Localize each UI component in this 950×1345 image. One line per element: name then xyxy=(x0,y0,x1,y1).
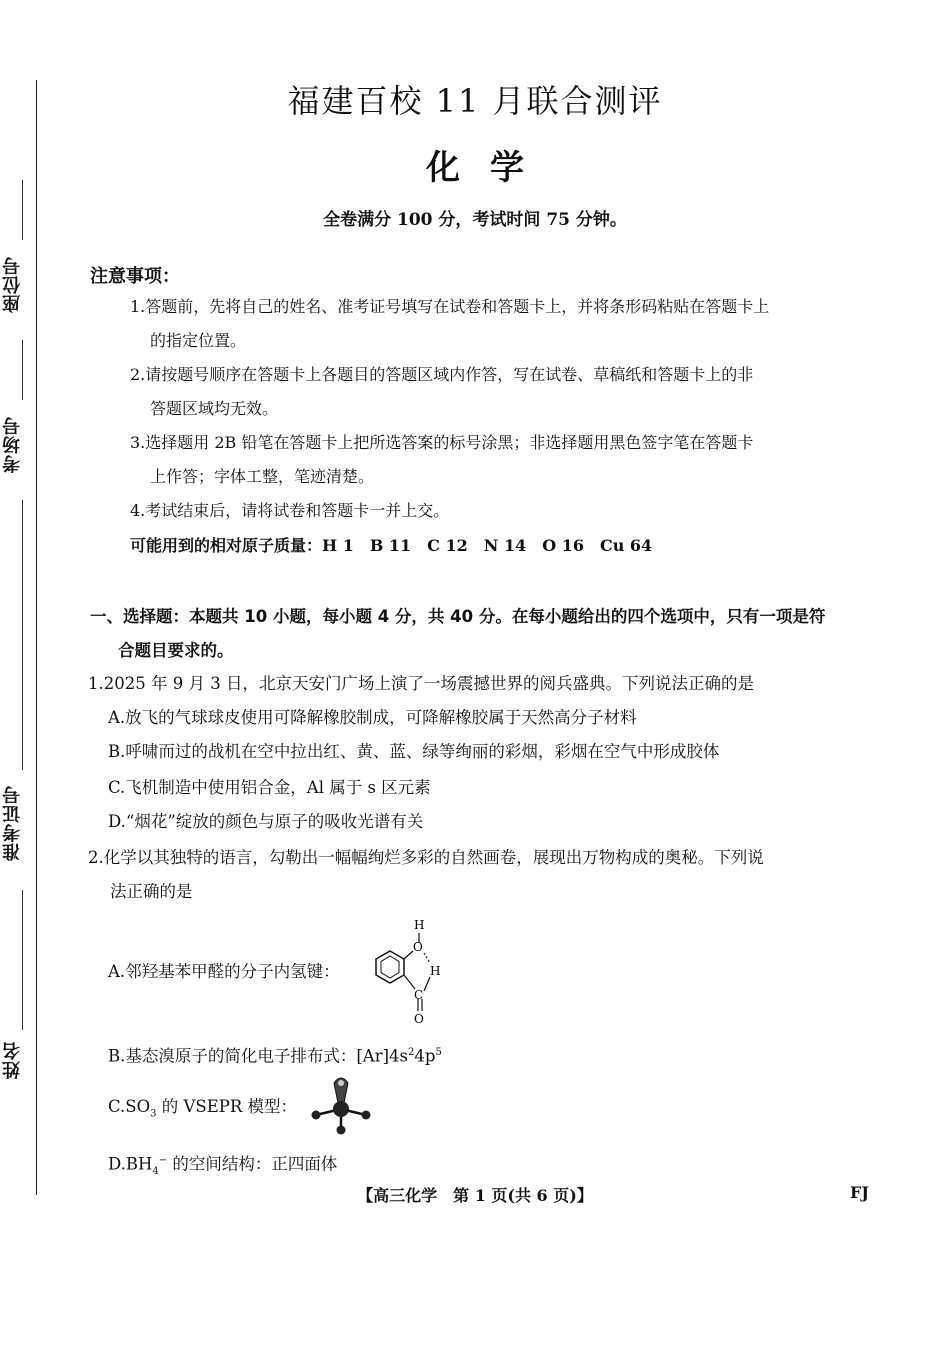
note-line-cont: 上作答；字体工整，笔迹清楚。 xyxy=(150,467,375,486)
model-atom-left xyxy=(312,1111,321,1120)
section-line: 一、选择题：本题共 10 小题，每小题 4 分，共 40 分。在每小题给出的四个选项中，只有一项是符 xyxy=(90,607,826,626)
q1-stem: 1.2025 年 9 月 3 日，北京天安门广场上演了一场震撼世界的阅兵盛典。下列说法正确的是 xyxy=(88,674,754,693)
q2-c-prefix: C.SO xyxy=(108,1097,151,1116)
exam-title: 福建百校 11 月联合测评 xyxy=(287,82,663,120)
note-line-cont: 的指定位置。 xyxy=(150,331,247,350)
note-item xyxy=(130,494,860,528)
model-central-atom xyxy=(333,1101,349,1117)
bond-c-c xyxy=(404,975,415,989)
note-item xyxy=(130,426,860,494)
q2-option-a: A.邻羟基苯甲醛的分子内氢键： xyxy=(108,962,340,981)
q2-d-prefix: D.BH xyxy=(108,1154,153,1174)
q1-option-a: A.放飞的气球球皮使用可降解橡胶制成，可降解橡胶属于天然高分子材料 xyxy=(108,708,637,727)
ticket-label: 准考证号 xyxy=(2,785,23,861)
q2-b-sup2: 5 xyxy=(435,1047,442,1058)
note-line: 1.答题前，先将自己的姓名、准考证号填写在试卷和答题卡上，并将条形码粘贴在答题卡上 xyxy=(130,297,770,316)
room-blank-line xyxy=(22,340,23,400)
bond-c-o xyxy=(404,951,413,959)
bond-c-h xyxy=(424,977,430,991)
hydrogen-bond xyxy=(424,953,430,963)
q1-option-c: C.飞机制造中使用铝合金，Al 属于 s 区元素 xyxy=(108,778,431,797)
note-line: 3.选择题用 2B 铅笔在答题卡上把所选答案的标号涂黑；非选择题用黑色签字笔在答题卡 xyxy=(130,433,754,452)
q2-b-prefix: B.基态溴原子的简化电子排布式：[Ar]4s xyxy=(108,1046,409,1066)
q2-d-suffix: 的空间结构：正四面体 xyxy=(167,1154,338,1174)
room-label: 考场号 xyxy=(2,416,23,474)
benzene-inner-ring xyxy=(381,956,399,978)
q2-option-c xyxy=(108,1090,297,1131)
note-item xyxy=(130,290,860,358)
mol-o-bottom: O xyxy=(414,1012,424,1025)
region-code: FJ xyxy=(850,1183,869,1202)
atomic-masses: 可能用到的相对原子质量：H 1 B 11 C 12 N 14 O 16 Cu 64 xyxy=(130,536,653,555)
q2-stem-cont: 法正确的是 xyxy=(110,882,193,901)
seat-label: 座位号 xyxy=(2,256,23,314)
mol-o-top: O xyxy=(413,940,423,954)
model-lone-pair-highlight xyxy=(338,1080,344,1086)
exam-info: 全卷满分 100 分，考试时间 75 分钟。 xyxy=(323,210,627,230)
notes-heading: 注意事项： xyxy=(90,266,180,287)
mol-h-right: H xyxy=(430,964,441,978)
mol-h-top: H xyxy=(414,918,425,932)
page-footer: 【高三化学 第 1 页(共 6 页)】 xyxy=(357,1186,593,1205)
name-blank-line xyxy=(22,890,23,1030)
q1-option-d: D.“烟花”绽放的颜色与原子的吸收光谱有关 xyxy=(108,812,424,831)
q2-c-sub: 3 xyxy=(150,1108,157,1120)
name-label: 姓名 xyxy=(2,1041,23,1079)
mol-c-bottom: C xyxy=(414,988,424,1002)
ticket-blank-line xyxy=(22,500,23,770)
q2-b-sup1: 2 xyxy=(408,1047,415,1058)
note-item xyxy=(130,358,860,426)
hydroxybenzaldehyde-structure xyxy=(368,915,448,1025)
subject-title: 化学 xyxy=(426,148,554,188)
section-line-cont: 合题目要求的。 xyxy=(118,641,234,660)
q2-d-sup: − xyxy=(158,1155,168,1166)
q2-stem xyxy=(88,841,878,909)
section-heading xyxy=(90,600,870,668)
q2-stem-line: 2.化学以其独特的语言，勾勒出一幅幅绚烂多彩的自然画卷，展现出万物构成的奥秘。下列说 xyxy=(88,848,764,867)
so3-vsepr-model xyxy=(308,1075,378,1137)
model-atom-right xyxy=(362,1111,371,1120)
binding-line xyxy=(36,80,37,1195)
note-line: 4.考试结束后，请将试卷和答题卡一并上交。 xyxy=(130,501,450,520)
q2-c-suffix: 的 VSEPR 模型： xyxy=(156,1097,298,1116)
q2-option-b xyxy=(108,1036,442,1074)
model-atom-down xyxy=(337,1126,346,1135)
note-line: 2.请按题号顺序在答题卡上各题目的答题区域内作答，写在试卷、草稿纸和答题卡上的非 xyxy=(130,365,754,384)
q2-d-sub: 4 xyxy=(152,1165,159,1177)
q2-b-mid: 4p xyxy=(414,1046,436,1066)
q1-option-b: B.呼啸而过的战机在空中拉出红、黄、蓝、绿等绚丽的彩烟，彩烟在空气中形成胶体 xyxy=(108,742,720,761)
note-line-cont: 答题区域均无效。 xyxy=(150,399,279,418)
